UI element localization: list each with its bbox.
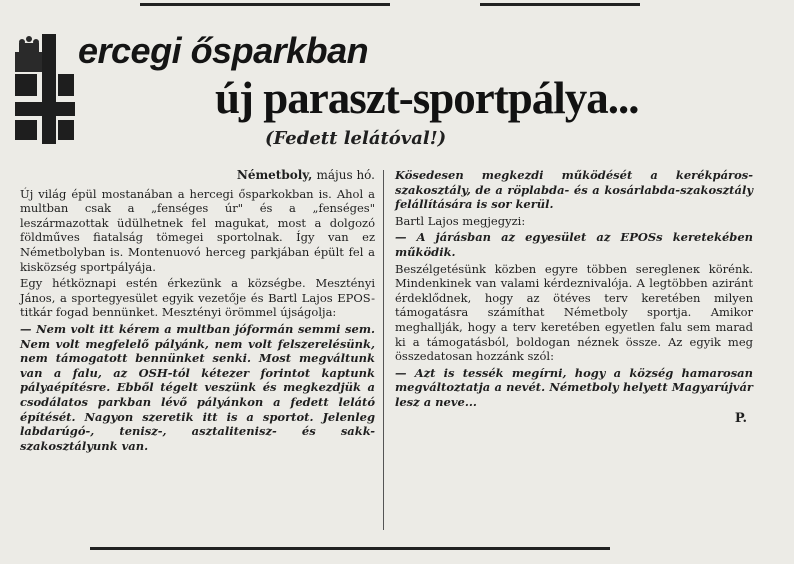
crown-emblem-icon: [10, 34, 80, 144]
quote-paragraph: — A járásban az egyesület az EPOSs keretekében működik.: [395, 230, 753, 259]
bottom-rule: [90, 547, 610, 550]
quote-paragraph: — Nem volt itt kérem a multban jóformán semmi sem. Nem volt megfelelő pályánk, nem volt felszerelésünk, nem támogatott bennünket senki. Most megváltunk van a falu, az OSH-tól kétezer forintot kaptunk pályaépítésre. Ebből tégelt veszünk és megkezdjük a csodálatos parkban lévő pályánkon a fedett lelátó építését. Nagyon szeretik itt is a sportot. Jelenleg labdarúgó-, tenisz-, asztalitenisz- és sakk-szakosztályunk van.: [20, 321, 375, 453]
author-signature: P.: [734, 410, 747, 426]
headline-line-1: ercegi ősparkban: [78, 30, 369, 71]
column-divider: [383, 170, 384, 530]
article-column-1: [20, 168, 375, 455]
paragraph: Bartl Lajos megjegyzi:: [395, 213, 526, 228]
subtitle: (Fedett lelátóval!): [265, 128, 447, 149]
dateline-place: Németboly,: [236, 168, 313, 182]
paragraph: Beszélgetésünk közben egyre többen seregleneк körénk. Mindenkinek van valami kérdeznivalója. A legtöbben aziránt érdeklődnek, hogy az ötéves terv keretében milyen támogatásra számíthat Németboly sportja. Amikor meghallják, hogy a terv keretében egyetlen falu sem marad ki a támogatásból, boldogan néznek össze. Az egyik meg összedatosan hozzánk szól:: [395, 261, 753, 364]
top-rule-right: [480, 3, 640, 6]
dateline: [20, 168, 375, 183]
quote-paragraph: — Azt is tessék megírni, hogy a község hamarosan megváltoztatja a nevét. Németboly helyett Magyarújvár lesz a neve...: [395, 365, 753, 409]
headline-line-2: új paraszt-sportpálya...: [215, 73, 639, 123]
dateline-date: május hó.: [316, 168, 375, 182]
article-column-2: [395, 168, 753, 426]
top-rule-left: [140, 3, 390, 6]
paragraph: Kösedesen megkezdi működését a kerékpáros-szakosztály, de a röplabda- és a kosárlabda-szakosztály felállítására is sor kerül.: [395, 168, 753, 212]
paragraph: Egy hétköznapi estén érkezünk a községbe. Mesztényi János, a sportegyesület egyik vezetője és Bartl Lajos EPOS-titkár fogad bennünket. Mesztényi örömmel újságolja:: [20, 276, 375, 320]
paragraph: Új világ épül mostanában a hercegi ősparkokban is. Ahol a multban csak a „fenséges úr" és a „fenséges" leszármazottak üdülhetnek fel magukat, most a dolgozó földműves fiatalság tömegei sportolnak. Így van ez Németbolyban is. Montenuovó herceg parkjában épült fel a kisközség sportpályája.: [20, 186, 375, 274]
